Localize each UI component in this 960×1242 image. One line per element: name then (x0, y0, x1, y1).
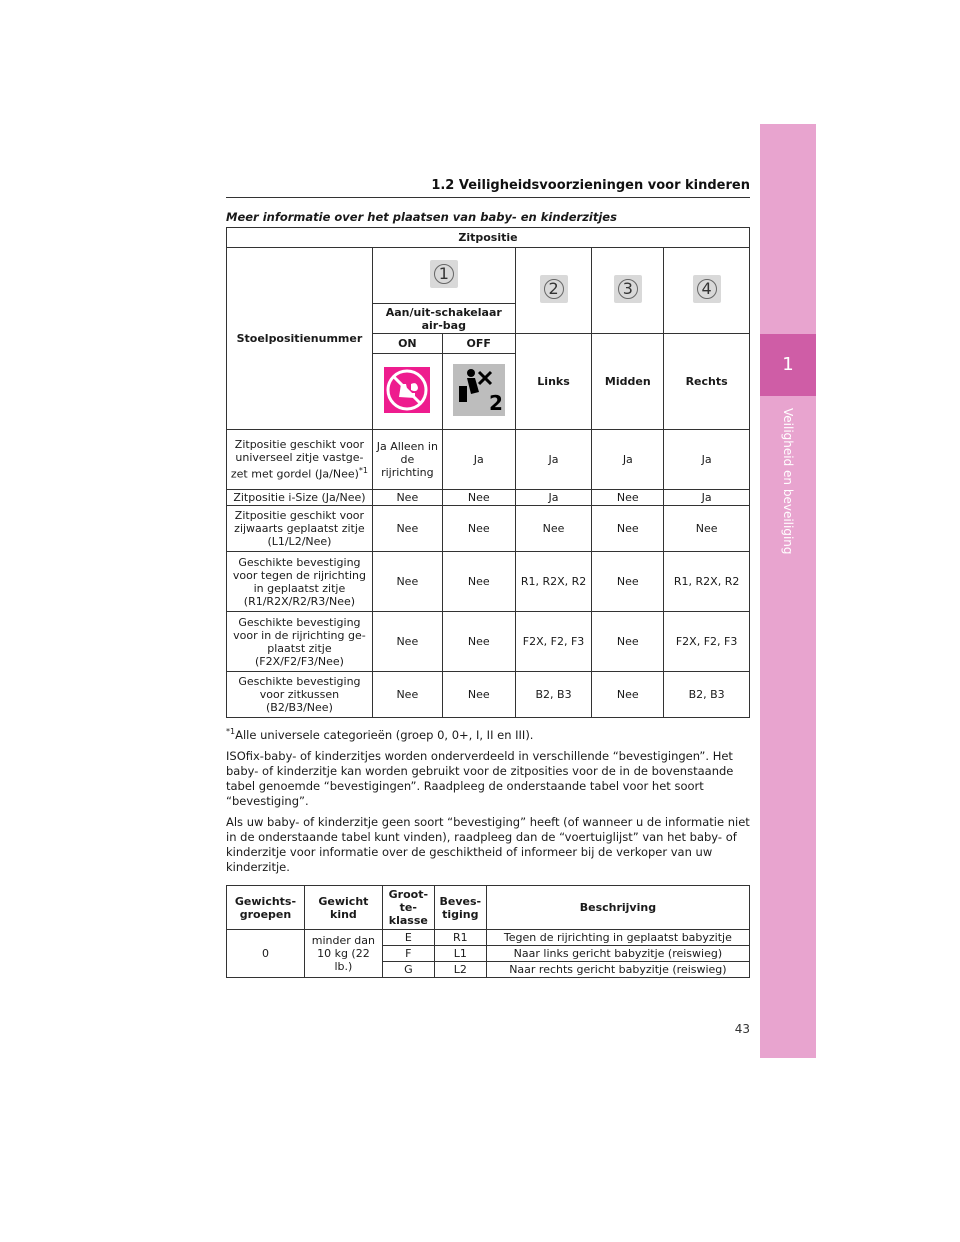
cell-on: Ja Alleen in de rijrichting (372, 430, 442, 490)
links-header: Links (515, 334, 592, 430)
row-label: Zitpositie geschikt voor universeel zitje vastge-zet met gordel $(Ja/Nee)^{*1}$ (227, 430, 373, 490)
svg-text:2: 2 (488, 391, 503, 415)
airbag-switch-header: Aan/uit-schakelaar air-bag (372, 304, 515, 334)
row-label: Geschikte bevestiging voor in de rijrichting ge-plaatst zitje (F2X/F2/F3/Nee) (227, 612, 373, 672)
cell-beschrijving: Naar rechts gericht babyzitje (reiswieg) (486, 962, 749, 978)
position-4-cell (664, 248, 750, 334)
cell-midden: Nee (592, 672, 664, 718)
airbag-off-icon (453, 364, 505, 416)
stoelpositienummer-header: Stoelpositienummer (227, 248, 373, 430)
cell-bevestiging: R1 (434, 930, 486, 946)
position-2-cell (515, 248, 592, 334)
page-number: 43 (734, 1022, 750, 1036)
cell-links: Ja (515, 490, 592, 506)
zitpositie-header: Zitpositie (227, 228, 750, 248)
row-label: Zitpositie i-Size (Ja/Nee) (227, 490, 373, 506)
cell-links: F2X, F2, F3 (515, 612, 592, 672)
cell-bevestiging: L2 (434, 962, 486, 978)
row-label: Geschikte bevestiging voor zitkussen (B2/B3/Nee) (227, 672, 373, 718)
section-header: 1.2 Veiligheidsvoorzieningen voor kinderen (431, 178, 750, 193)
cell-rechts: Nee (664, 506, 750, 552)
position-3-icon: 3 (614, 275, 642, 303)
cell-links: Nee (515, 506, 592, 552)
seat-position-table (226, 227, 750, 718)
cell-on: Nee (372, 490, 442, 506)
cell-off: Ja (442, 430, 515, 490)
header-beschrijving: Beschrijving (486, 886, 749, 930)
cell-rechts: B2, B3 (664, 672, 750, 718)
cell-rechts: R1, R2X, R2 (664, 552, 750, 612)
cell-klasse: G (382, 962, 434, 978)
airbag-on-icon (384, 367, 430, 413)
cell-links: Ja (515, 430, 592, 490)
cell-midden: Ja (592, 430, 664, 490)
cell-on: Nee (372, 552, 442, 612)
cell-midden: Nee (592, 506, 664, 552)
position-1-icon: 1 (430, 260, 458, 288)
cell-midden: Nee (592, 552, 664, 612)
cell-links: B2, B3 (515, 672, 592, 718)
child-weight: minder dan 10 kg (22 lb.) (304, 930, 382, 978)
cell-beschrijving: Naar links gericht babyzitje (reiswieg) (486, 946, 749, 962)
cell-links: R1, R2X, R2 (515, 552, 592, 612)
subsection-title: Meer informatie over het plaatsen van baby- en kinderzitjes (226, 210, 617, 224)
cell-bevestiging: L1 (434, 946, 486, 962)
midden-header: Midden (592, 334, 664, 430)
cell-off: Nee (442, 490, 515, 506)
cell-midden: Nee (592, 490, 664, 506)
header-klasse: Groot-te-klasse (382, 886, 434, 930)
rechts-header: Rechts (664, 334, 750, 430)
position-2-icon: 2 (540, 275, 568, 303)
position-4-icon: 4 (693, 275, 721, 303)
cell-off: Nee (442, 672, 515, 718)
cell-on: Nee (372, 506, 442, 552)
paragraph-1: ISOfix-baby- of kinderzitjes worden onderverdeeld in verschillende “bevestigingen”. Het baby- of kinderzitje kan worden gebruikt voor de zitposities voor de in de bovenstaande tabel genoemde “bevestigingen”. Raadpleeg de onderstaande tabel voor het soort “bevestiging”. (226, 748, 734, 808)
cell-beschrijving: Tegen de rijrichting in geplaatst babyzitje (486, 930, 749, 946)
cell-midden: Nee (592, 612, 664, 672)
position-3-cell (592, 248, 664, 334)
chapter-number: 1 (760, 334, 816, 396)
cell-klasse: E (382, 930, 434, 946)
row-label: Geschikte bevestiging voor tegen de rijrichting in geplaatst zitje (R1/R2X/R2/R3/Nee) (227, 552, 373, 612)
header-groep: Gewichts-groepen (227, 886, 305, 930)
footnote: $^{*1}$Alle universele categorieën (groep 0, 0+, I, II en III). (226, 727, 534, 742)
on-header: ON (372, 334, 442, 354)
notes-block (226, 724, 750, 875)
cell-rechts: F2X, F2, F3 (664, 612, 750, 672)
header-gewicht: Gewicht kind (304, 886, 382, 930)
off-header: OFF (442, 334, 515, 354)
position-1-cell (372, 248, 515, 304)
cell-off: Nee (442, 506, 515, 552)
cell-on: Nee (372, 612, 442, 672)
weight-group: 0 (227, 930, 305, 978)
cell-rechts: Ja (664, 490, 750, 506)
airbag-on-cell (372, 354, 442, 430)
airbag-off-cell (442, 354, 515, 430)
cell-off: Nee (442, 552, 515, 612)
weight-group-table (226, 885, 750, 978)
cell-rechts: Ja (664, 430, 750, 490)
chapter-label: Veiligheid en beveiliging (781, 408, 795, 555)
header-bevestiging: Beves-tiging (434, 886, 486, 930)
cell-on: Nee (372, 672, 442, 718)
cell-off: Nee (442, 612, 515, 672)
row-label: Zitpositie geschikt voor zijwaarts geplaatst zitje (L1/L2/Nee) (227, 506, 373, 552)
cell-klasse: F (382, 946, 434, 962)
paragraph-2: Als uw baby- of kinderzitje geen soort “bevestiging” heeft (of wanneer u de informatie niet in de onderstaande tabel kunt vinden), raadpleeg dan de “voertuiglijst” van het baby- of kinderzitje voor informatie over de geschiktheid of informeer bij de verkoper van uw kinderzitje. (226, 814, 750, 874)
header-rule (226, 197, 750, 198)
